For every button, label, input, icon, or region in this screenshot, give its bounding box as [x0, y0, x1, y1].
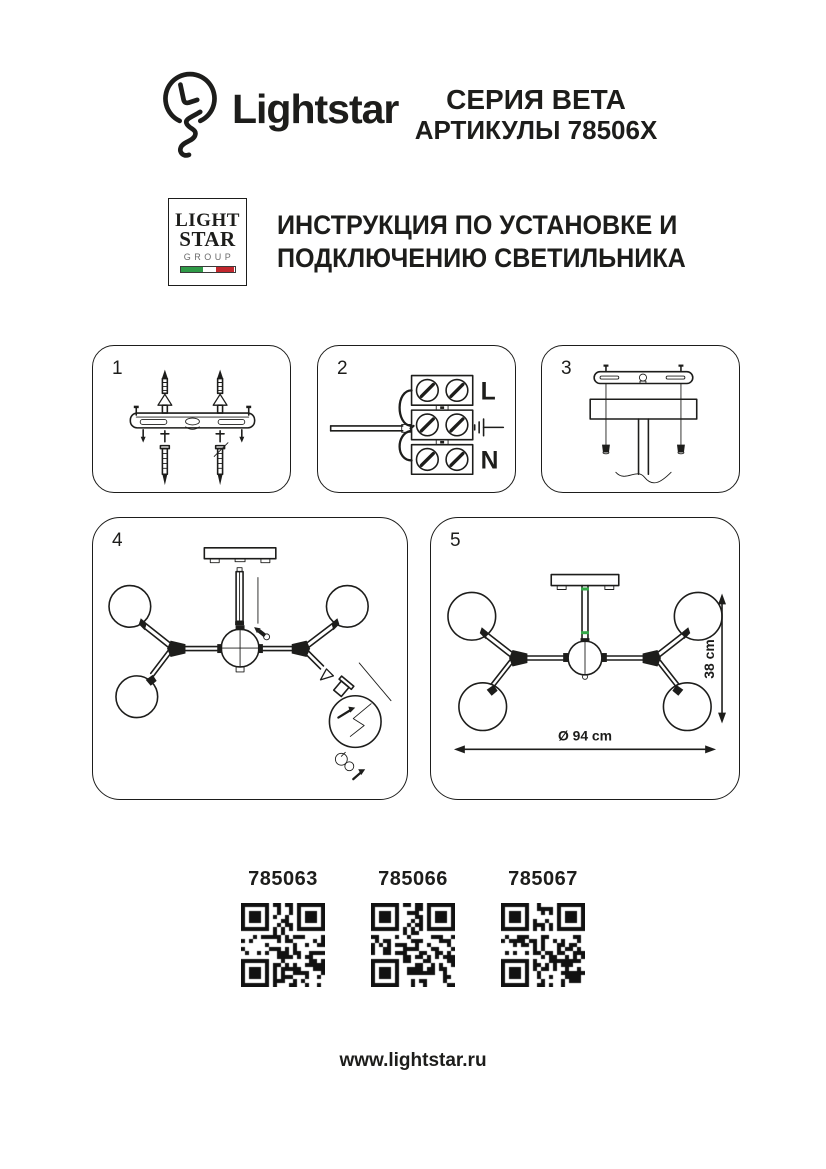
brand-header — [162, 70, 398, 164]
article-number: 785066 — [378, 868, 448, 890]
article-list — [0, 868, 826, 987]
step-panel-2 — [317, 345, 516, 493]
neutral-label: N — [480, 447, 499, 475]
group-logo-group: GROUP — [183, 251, 235, 262]
qr-code — [241, 903, 325, 987]
page-title — [277, 209, 686, 275]
canopy-mount-diagram — [542, 346, 739, 492]
screw-icon — [252, 625, 271, 641]
height-dimension — [701, 593, 726, 723]
step-panel-3 — [541, 345, 740, 493]
live-label: L — [480, 378, 496, 406]
group-logo-star: STAR — [179, 226, 236, 251]
wiring-diagram — [318, 346, 515, 492]
article-item — [367, 868, 459, 987]
group-logo-light: LIGHT — [175, 209, 240, 231]
lightstar-bulb-icon — [162, 70, 220, 164]
step-number: 4 — [112, 530, 123, 551]
brand-name: Lightstar — [232, 86, 399, 132]
article-number: 785067 — [508, 868, 578, 890]
qr-code — [371, 903, 455, 987]
step-panel-4 — [92, 517, 408, 800]
assembly-diagram — [93, 518, 407, 799]
screw-icon — [353, 769, 365, 779]
diameter-dimension — [454, 727, 716, 753]
article-number: 785063 — [248, 868, 318, 890]
step-number: 1 — [112, 358, 123, 379]
step-number: 5 — [450, 530, 461, 551]
article-item — [237, 868, 329, 987]
mounting-bracket-diagram — [93, 346, 290, 492]
screw-icon — [338, 707, 355, 718]
series-articles: АРТИКУЛЫ 78506X — [414, 115, 658, 145]
series-header — [400, 84, 672, 146]
step-number: 2 — [337, 358, 348, 379]
height-label: 38 cm — [701, 639, 718, 679]
page-title-line1: ИНСТРУКЦИЯ ПО УСТАНОВКЕ И — [277, 210, 678, 240]
series-title: СЕРИЯ BETA — [446, 84, 626, 115]
dimensions-diagram — [431, 518, 739, 799]
lightstar-group-logo — [168, 198, 247, 286]
qr-code — [501, 903, 585, 987]
italian-flag-icon — [180, 266, 236, 273]
step-panel-1 — [92, 345, 291, 493]
diameter-label: Ø 94 cm — [557, 727, 613, 744]
ground-icon — [475, 419, 504, 436]
socket-piece — [331, 676, 353, 698]
website-footer: www.lightstar.ru — [339, 1050, 487, 1071]
article-item — [497, 868, 589, 987]
step-panel-5 — [430, 517, 740, 800]
step-number: 3 — [561, 358, 572, 379]
page-title-line2: ПОДКЛЮЧЕНИЮ СВЕТИЛЬНИКА — [277, 243, 686, 273]
